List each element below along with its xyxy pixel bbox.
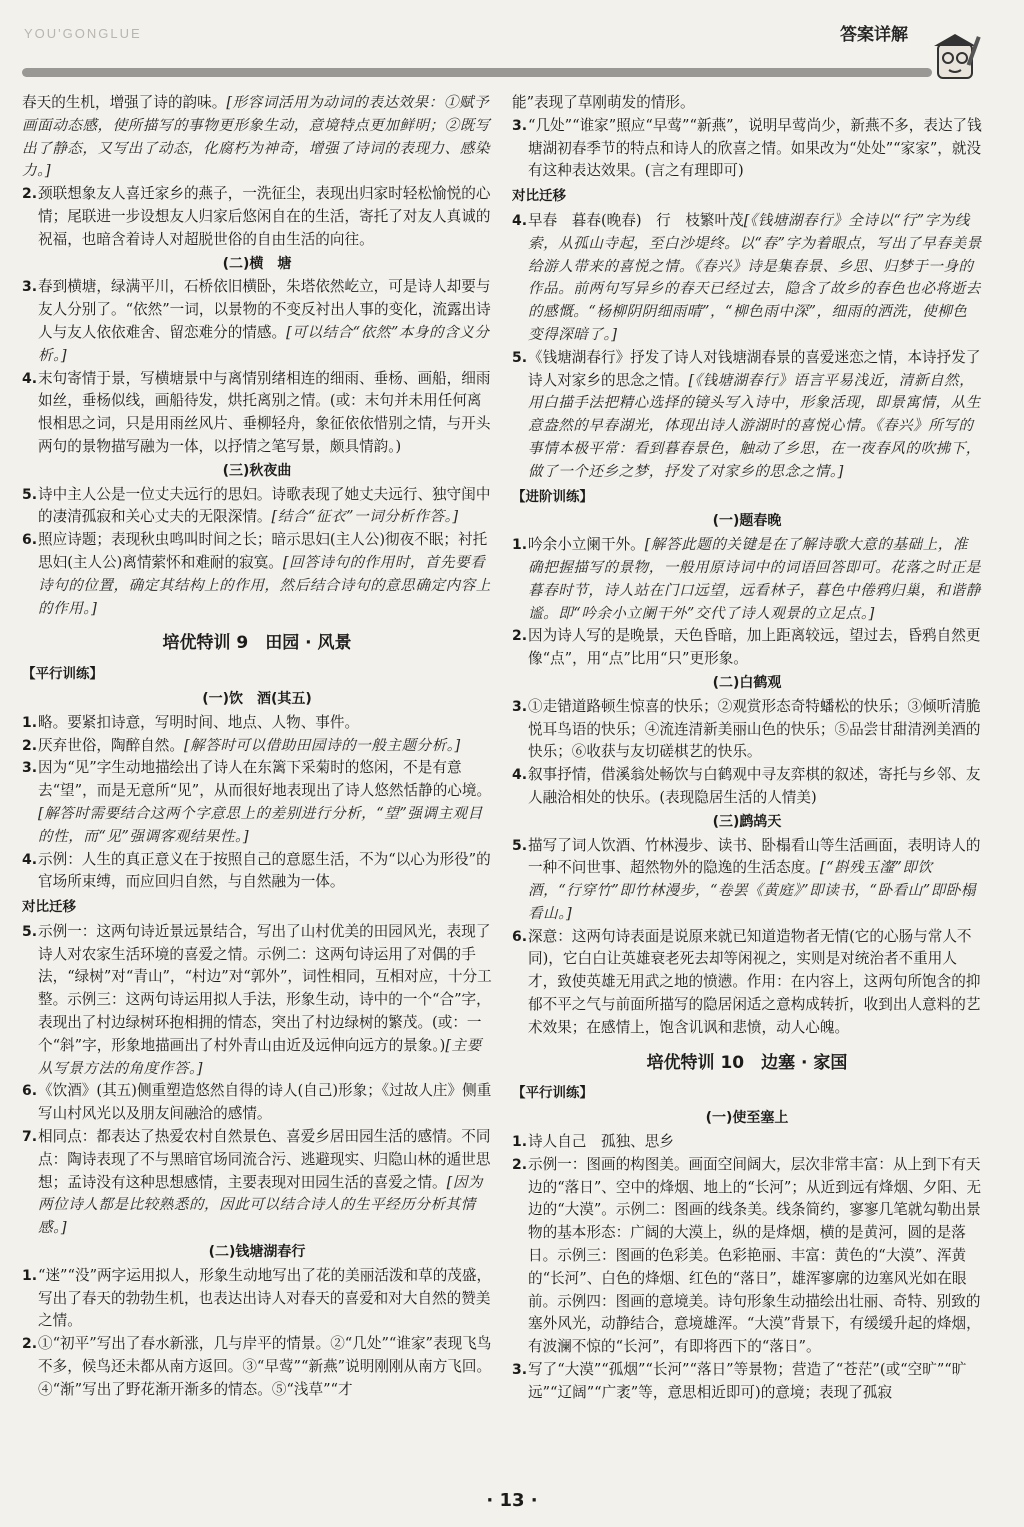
brand-watermark: YOU'GONGLUE: [24, 26, 142, 41]
answer-item: 1. 略。要紧扣诗意，写明时间、地点、人物、事件。: [22, 713, 360, 731]
training-tag: 【平行训练】: [512, 1085, 593, 1102]
answer-item: 6. 深意：这两句诗表面是说原来就已知道造物者无情(它的心肠与常人不同)，它白白让英雄衰老死去却等闲视之，实则是对统治者不重用人才，致使英雄无用武之地的愤懑。作用：在内容上，这两句所饱含的抑郁不平之气与前面所描写的隐居闲适之意构成转折，收到出人意料的艺术效果；在感情上，饱含讥讽和悲愤，动人心魄。: [512, 927, 981, 1036]
answer-item: 1. 吟余小立阑干外。[解答此题的关键是在了解诗歌大意的基础上，准确把握描写的景物，一般用原诗词中的词语回答即可。花落之时正是暮春时节，诗人站在门口远望，远看林子，暮色中倦鸦归巢，和谐静谧。即“吟余小立阑干外”交代了诗人观景的立足点。]: [512, 536, 981, 622]
answer-item: 5. 诗中主人公是一位丈夫远行的思妇。诗歌表现了她丈夫远行、独守闺中的凄清孤寂和关心丈夫的无限深情。[结合“征衣”一词分析作答。]: [22, 485, 491, 526]
unit-title: 培优特训 9 田园 · 风景: [162, 633, 352, 654]
answer-item: 7. 相同点：都表达了热爱农村自然景色、喜爱乡居田园生活的感情。不同点：陶诗表现了不与黑暗官场同流合污、逃避现实、归隐山林的遁世思想；孟诗没有这种思想感情，主要表现对田园生活的喜爱之情。[因为两位诗人都是比较熟悉的，因此可以结合诗人的生平经历分析其情感。]: [22, 1128, 491, 1237]
answer-item: 2. 厌弃世俗，陶醉自然。[解答时可以借助田园诗的一般主题分析。]: [22, 736, 461, 754]
answer-item: 3. “几处”“谁家”照应“早莺”“新燕”，说明早莺尚少，新燕不多，表达了钱塘湖初春季节的特点和诗人的欣喜之情。如果改为“处处”“家家”，就没有这种表达效果。(言之有理即可): [512, 116, 982, 180]
answer-item: 3. 春到横塘，绿满平川，石桥依旧横卧，朱塔依然屹立，可是诗人却要与友人分别了。“依然”一词，以景物的不变反衬出人事的变化，流露出诗人与友人依依难舍、留恋难分的情感。[可以结合“依然”本身的含义分析。]: [22, 278, 491, 364]
section-title: (一)题春晚: [712, 513, 782, 530]
answer-item: 2. 因为诗人写的是晚景，天色昏暗，加上距离较远，望过去，昏鸦自然更像“点”，用“点”比用“只”更形象。: [512, 627, 981, 668]
header-title: 答案详解: [840, 25, 908, 45]
page-number: · 13 ·: [486, 1490, 538, 1511]
section-title: (二)钱塘湖春行: [208, 1244, 306, 1261]
answer-item: 6. 照应诗题；表现秋虫鸣叫时间之长；暗示思妇(主人公)彻夜不眠；衬托思妇(主人公)离情萦怀和难耐的寂寞。[回答诗句的作用时，首先要看诗句的位置，确定其结构上的作用，然后结合诗句的意思确定内容上的作用。]: [22, 531, 491, 617]
answer-item: 3. 写了“大漠”“孤烟”“长河”“落日”等景物；营造了“苍茫”(或“空旷”“旷远”“辽阔”“广袤”等，意思相近即可)的意境；表现了孤寂: [512, 1361, 967, 1401]
section-title: (二)横 塘: [222, 255, 292, 272]
continued-text: 能”表现了草刚萌发的情形。: [512, 94, 695, 111]
answer-item: 1. “迷”“没”两字运用拟人，形象生动地写出了花的美丽活泼和草的茂盛，写出了春天的勃勃生机，也表达出诗人对春天的喜爱和对大自然的赞美之情。: [22, 1266, 492, 1330]
answer-item: 4. 叙事抒情，借溪翁处畅饮与白鹤观中寻友弈棋的叙述，寄托与乡邻、友人融洽相处的快乐。(表现隐居生活的人情美): [512, 766, 981, 806]
section-title: (一)饮 酒(其五): [202, 690, 312, 707]
answer-item: 5. 描写了词人饮酒、竹林漫步、读书、卧榻看山等生活画面，表明诗人的一种不问世事、超然物外的隐逸的生活态度。[“斟残玉瀣”即饮酒，“行穿竹”即竹林漫步，“卷罢《黄庭》”即读书，“卧看山”即卧榻看山。]: [512, 836, 981, 922]
answer-item: 4. 末句寄情于景，写横塘景中与离情别绪相连的细雨、垂杨、画船，细雨如丝，垂杨似线，画船待发，烘托离别之情。(或：末句并未用任何离恨相思之词，只是用雨丝风片、垂柳轻舟，象征依依惜别之情，与开头两句的景物描写融为一体，以抒情之笔写景，颇具情韵。): [22, 369, 491, 455]
subsection-label: 对比迁移: [22, 899, 76, 916]
training-tag: 【进阶训练】: [512, 488, 593, 505]
answer-item: 1. 诗人自己 孤独、思乡: [512, 1133, 674, 1151]
answer-item: 2. 颈联想象友人喜迁家乡的燕子，一洗征尘，表现出归家时轻松愉悦的心情；尾联进一步设想友人归家后悠闲自在的生活，寄托了对友人真诚的祝福，也暗含着诗人对超脱世俗的自由生活的向往。: [22, 185, 491, 248]
section-title: (一)使至塞上: [705, 1110, 789, 1127]
unit-title: 培优特训 10 边塞 · 家国: [646, 1052, 848, 1073]
continued-text: 春天的生机，增强了诗的韵味。[形容词活用为动词的表达效果：①赋予画面动态感，使所描写的事物更形象生动，意境特点更加鲜明；②既写出了静态，又写出了动态，化腐朽为神奇，增强了诗词的表现力、感染力。]: [22, 94, 490, 180]
answer-item: 3. 因为“见”字生动地描绘出了诗人在东篱下采菊时的悠闲，不是有意去“望”，而是无意所“见”，从而很好地表现出了诗人悠然恬静的心境。[解答时需要结合这两个字意思上的差别进行分析，“望”强调主观目的性，而“见”强调客观结果性。]: [22, 759, 492, 845]
answer-item: 4. 早春 暮春(晚春) 行 枝繁叶茂[《钱塘湖春行》全诗以“行”字为线索，从孤山寺起，至白沙堤终。以“春”字为着眼点，写出了早春美景给游人带来的喜悦之情。《春兴》诗是集春景、乡思、归梦于一身的作品。前两句写异乡的春天已经过去，隐含了故乡的春色也必将逝去的感慨。“杨柳阴阴细雨晴”，“柳色雨中深”，细雨的洒洗，使柳色变得深暗了。]: [512, 211, 982, 343]
subsection-label: 对比迁移: [512, 188, 566, 205]
answer-item: 4. 示例：人生的真正意义在于按照自己的意愿生活，不为“以心为形役”的官场所束缚，而应回归自然，与自然融为一体。: [22, 850, 491, 891]
answer-item: 2. ①“初平”写出了春水新涨，几与岸平的情景。②“几处”“谁家”表现飞鸟不多，候鸟还未都从南方返回。③“早莺”“新燕”说明刚刚从南方飞回。④“渐”写出了野花渐开渐多的情态。⑤“浅草”“才: [22, 1335, 492, 1398]
section-title: (三)鹧鸪天: [712, 813, 782, 830]
section-title: (二)白鹤观: [712, 674, 782, 691]
answer-item: 6. 《饮酒》(其五)侧重塑造悠然自得的诗人(自己)形象；《过故人庄》侧重写山村风光以及朋友间融洽的感情。: [22, 1082, 492, 1123]
header-bar: [22, 68, 932, 77]
answer-item: 3. ①走错道路顿生惊喜的快乐；②观赏形态奇特蟠松的快乐；③倾听清脆悦耳鸟语的快乐；④流连清新美丽山色的快乐；⑤品尝甘甜清洌美酒的快乐；⑥收获与友切磋棋艺的快乐。: [512, 697, 981, 761]
right-column: [512, 92, 982, 1405]
section-title: (三)秋夜曲: [222, 462, 292, 479]
answer-item: 2. 示例一：图画的构图美。画面空间阔大，层次非常丰富：从上到下有天边的“落日”、空中的烽烟、地上的“长河”；从近到远有烽烟、夕阳、无边的“大漠”。示例二：图画的线条美。线条简约，寥寥几笔就勾勒出景物的基本形态：广阔的大漠上，纵的是烽烟，横的是黄河，圆的是落日。示例三：图画的色彩美。色彩艳丽、丰富：黄色的“大漠”、浑黄的“长河”、白色的烽烟、红色的“落日”，雄浑寥廓的边塞风光如在眼前。示例四：图画的意境美。诗句形象生动描绘出壮丽、奇特、别致的塞外风光，动静结合，意境雄浑。“大漠”背景下，有缓缓升起的烽烟，有波澜不惊的“长河”，有即将西下的“落日”。: [512, 1155, 982, 1356]
left-column: [22, 92, 492, 1402]
mascot-icon: [924, 30, 986, 84]
answer-item: 5. 示例一：这两句诗近景远景结合，写出了山村优美的田园风光，表现了诗人对农家生活环境的喜爱之情。示例二：这两句诗运用了对偶的手法，“绿树”对“青山”，“村边”对“郭外”，词性相同，互相对应，十分工整。示例三：这两句诗运用拟人手法，形象生动，诗中的一个“合”字，表现出了村边绿树环抱相拥的情态，突出了村边绿树的繁茂。(或：一个“斜”字，形象地描画出了村外青山由近及远伸向远方的景象。)[主要从写景方法的角度作答。]: [22, 922, 492, 1077]
answer-item: 5. 《钱塘湖春行》抒发了诗人对钱塘湖春景的喜爱迷恋之情，本诗抒发了诗人对家乡的思念之情。[《钱塘湖春行》语言平易浅近，清新自然，用白描手法把精心选择的镜头写入诗中，形象活现，即景寓情，从生意盎然的早春湖光，体现出诗人游湖时的喜悦心情。《春兴》所写的事情本极平常：看到暮春景色，触动了乡思，在一夜春风的吹拂下，做了一个还乡之梦，抒发了对家乡的思念之情。]: [512, 348, 981, 480]
training-tag: 【平行训练】: [22, 666, 103, 683]
